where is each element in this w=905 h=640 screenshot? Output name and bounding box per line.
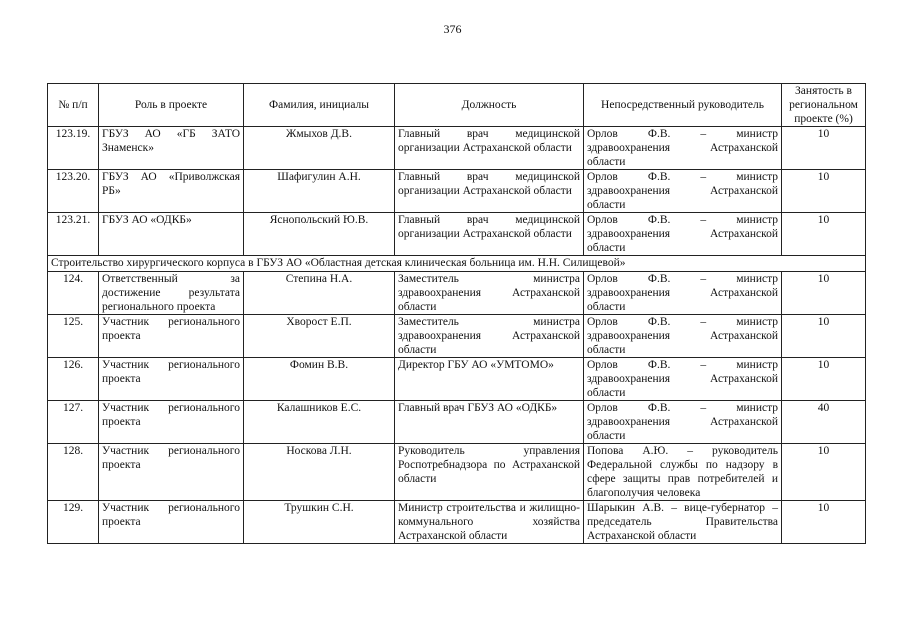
cell-num: 127. [48,401,99,444]
header-supervisor: Непосредственный руководитель [584,84,782,127]
cell-supervisor: Орлов Ф.В. – министр здравоохранения Астраханской области [584,315,782,358]
header-num: № п/п [48,84,99,127]
cell-name: Калашников Е.С. [244,401,395,444]
table-row [48,213,866,256]
cell-role: Участник регионального проекта [99,358,244,401]
cell-supervisor: Попова А.Ю. – руководитель Федеральной службы по надзору в сфере защиты прав потребителей и благополучия человека [584,444,782,501]
header-role: Роль в проекте [99,84,244,127]
cell-position: Заместитель министра здравоохранения Астраханской области [395,315,584,358]
cell-share: 10 [782,272,866,315]
cell-name: Фомин В.В. [244,358,395,401]
cell-position: Главный врач медицинской организации Астраханской области [395,127,584,170]
cell-supervisor: Орлов Ф.В. – министр здравоохранения Астраханской области [584,170,782,213]
table-row [48,501,866,544]
section-title: Строительство хирургического корпуса в ГБУЗ АО «Областная детская клиническая больница им. Н.Н. Силищевой» [48,256,866,272]
table-row [48,444,866,501]
cell-num: 123.19. [48,127,99,170]
page-number: 376 [443,22,462,36]
project-roster-table [47,83,866,544]
cell-supervisor: Орлов Ф.В. – министр здравоохранения Астраханской области [584,272,782,315]
cell-role: ГБУЗ АО «ОДКБ» [99,213,244,256]
cell-num: 126. [48,358,99,401]
cell-num: 123.20. [48,170,99,213]
cell-share: 10 [782,127,866,170]
cell-num: 129. [48,501,99,544]
cell-name: Яснопольский Ю.В. [244,213,395,256]
cell-supervisor: Орлов Ф.В. – министр здравоохранения Астраханской области [584,358,782,401]
cell-position: Главный врач медицинской организации Астраханской области [395,170,584,213]
cell-supervisor: Орлов Ф.В. – министр здравоохранения Астраханской области [584,127,782,170]
cell-share: 10 [782,315,866,358]
cell-position: Главный врач ГБУЗ АО «ОДКБ» [395,401,584,444]
header-position: Должность [395,84,584,127]
cell-name: Хворост Е.П. [244,315,395,358]
header-name: Фамилия, инициалы [244,84,395,127]
header-row [48,84,866,127]
cell-role: ГБУЗ АО «ГБ ЗАТО Знаменск» [99,127,244,170]
cell-role: Участник регионального проекта [99,501,244,544]
cell-role: Участник регионального проекта [99,315,244,358]
cell-share: 40 [782,401,866,444]
header-share: Занятость в региональном проекте (%) [782,84,866,127]
cell-position: Руководитель управления Роспотребнадзора по Астраханской области [395,444,584,501]
cell-supervisor: Орлов Ф.В. – министр здравоохранения Астраханской области [584,401,782,444]
table-row [48,272,866,315]
section-row [48,256,866,272]
cell-name: Носкова Л.Н. [244,444,395,501]
cell-role: Участник регионального проекта [99,444,244,501]
cell-position: Министр строительства и жилищно-коммунального хозяйства Астраханской области [395,501,584,544]
cell-role: Участник регионального проекта [99,401,244,444]
cell-num: 128. [48,444,99,501]
cell-num: 124. [48,272,99,315]
cell-supervisor: Шарыкин А.В. – вице-губернатор – председатель Правительства Астраханской области [584,501,782,544]
table-row [48,127,866,170]
cell-num: 125. [48,315,99,358]
cell-num: 123.21. [48,213,99,256]
table-row [48,170,866,213]
table-row [48,315,866,358]
cell-share: 10 [782,501,866,544]
cell-share: 10 [782,213,866,256]
cell-name: Жмыхов Д.В. [244,127,395,170]
table-row [48,358,866,401]
cell-position: Директор ГБУ АО «УМТОМО» [395,358,584,401]
cell-position: Заместитель министра здравоохранения Астраханской области [395,272,584,315]
cell-name: Трушкин С.Н. [244,501,395,544]
cell-name: Степина Н.А. [244,272,395,315]
cell-name: Шафигулин А.Н. [244,170,395,213]
cell-role: Ответственный за достижение результата регионального проекта [99,272,244,315]
cell-share: 10 [782,358,866,401]
cell-share: 10 [782,444,866,501]
cell-role: ГБУЗ АО «Приволжская РБ» [99,170,244,213]
cell-share: 10 [782,170,866,213]
cell-supervisor: Орлов Ф.В. – министр здравоохранения Астраханской области [584,213,782,256]
cell-position: Главный врач медицинской организации Астраханской области [395,213,584,256]
table-row [48,401,866,444]
